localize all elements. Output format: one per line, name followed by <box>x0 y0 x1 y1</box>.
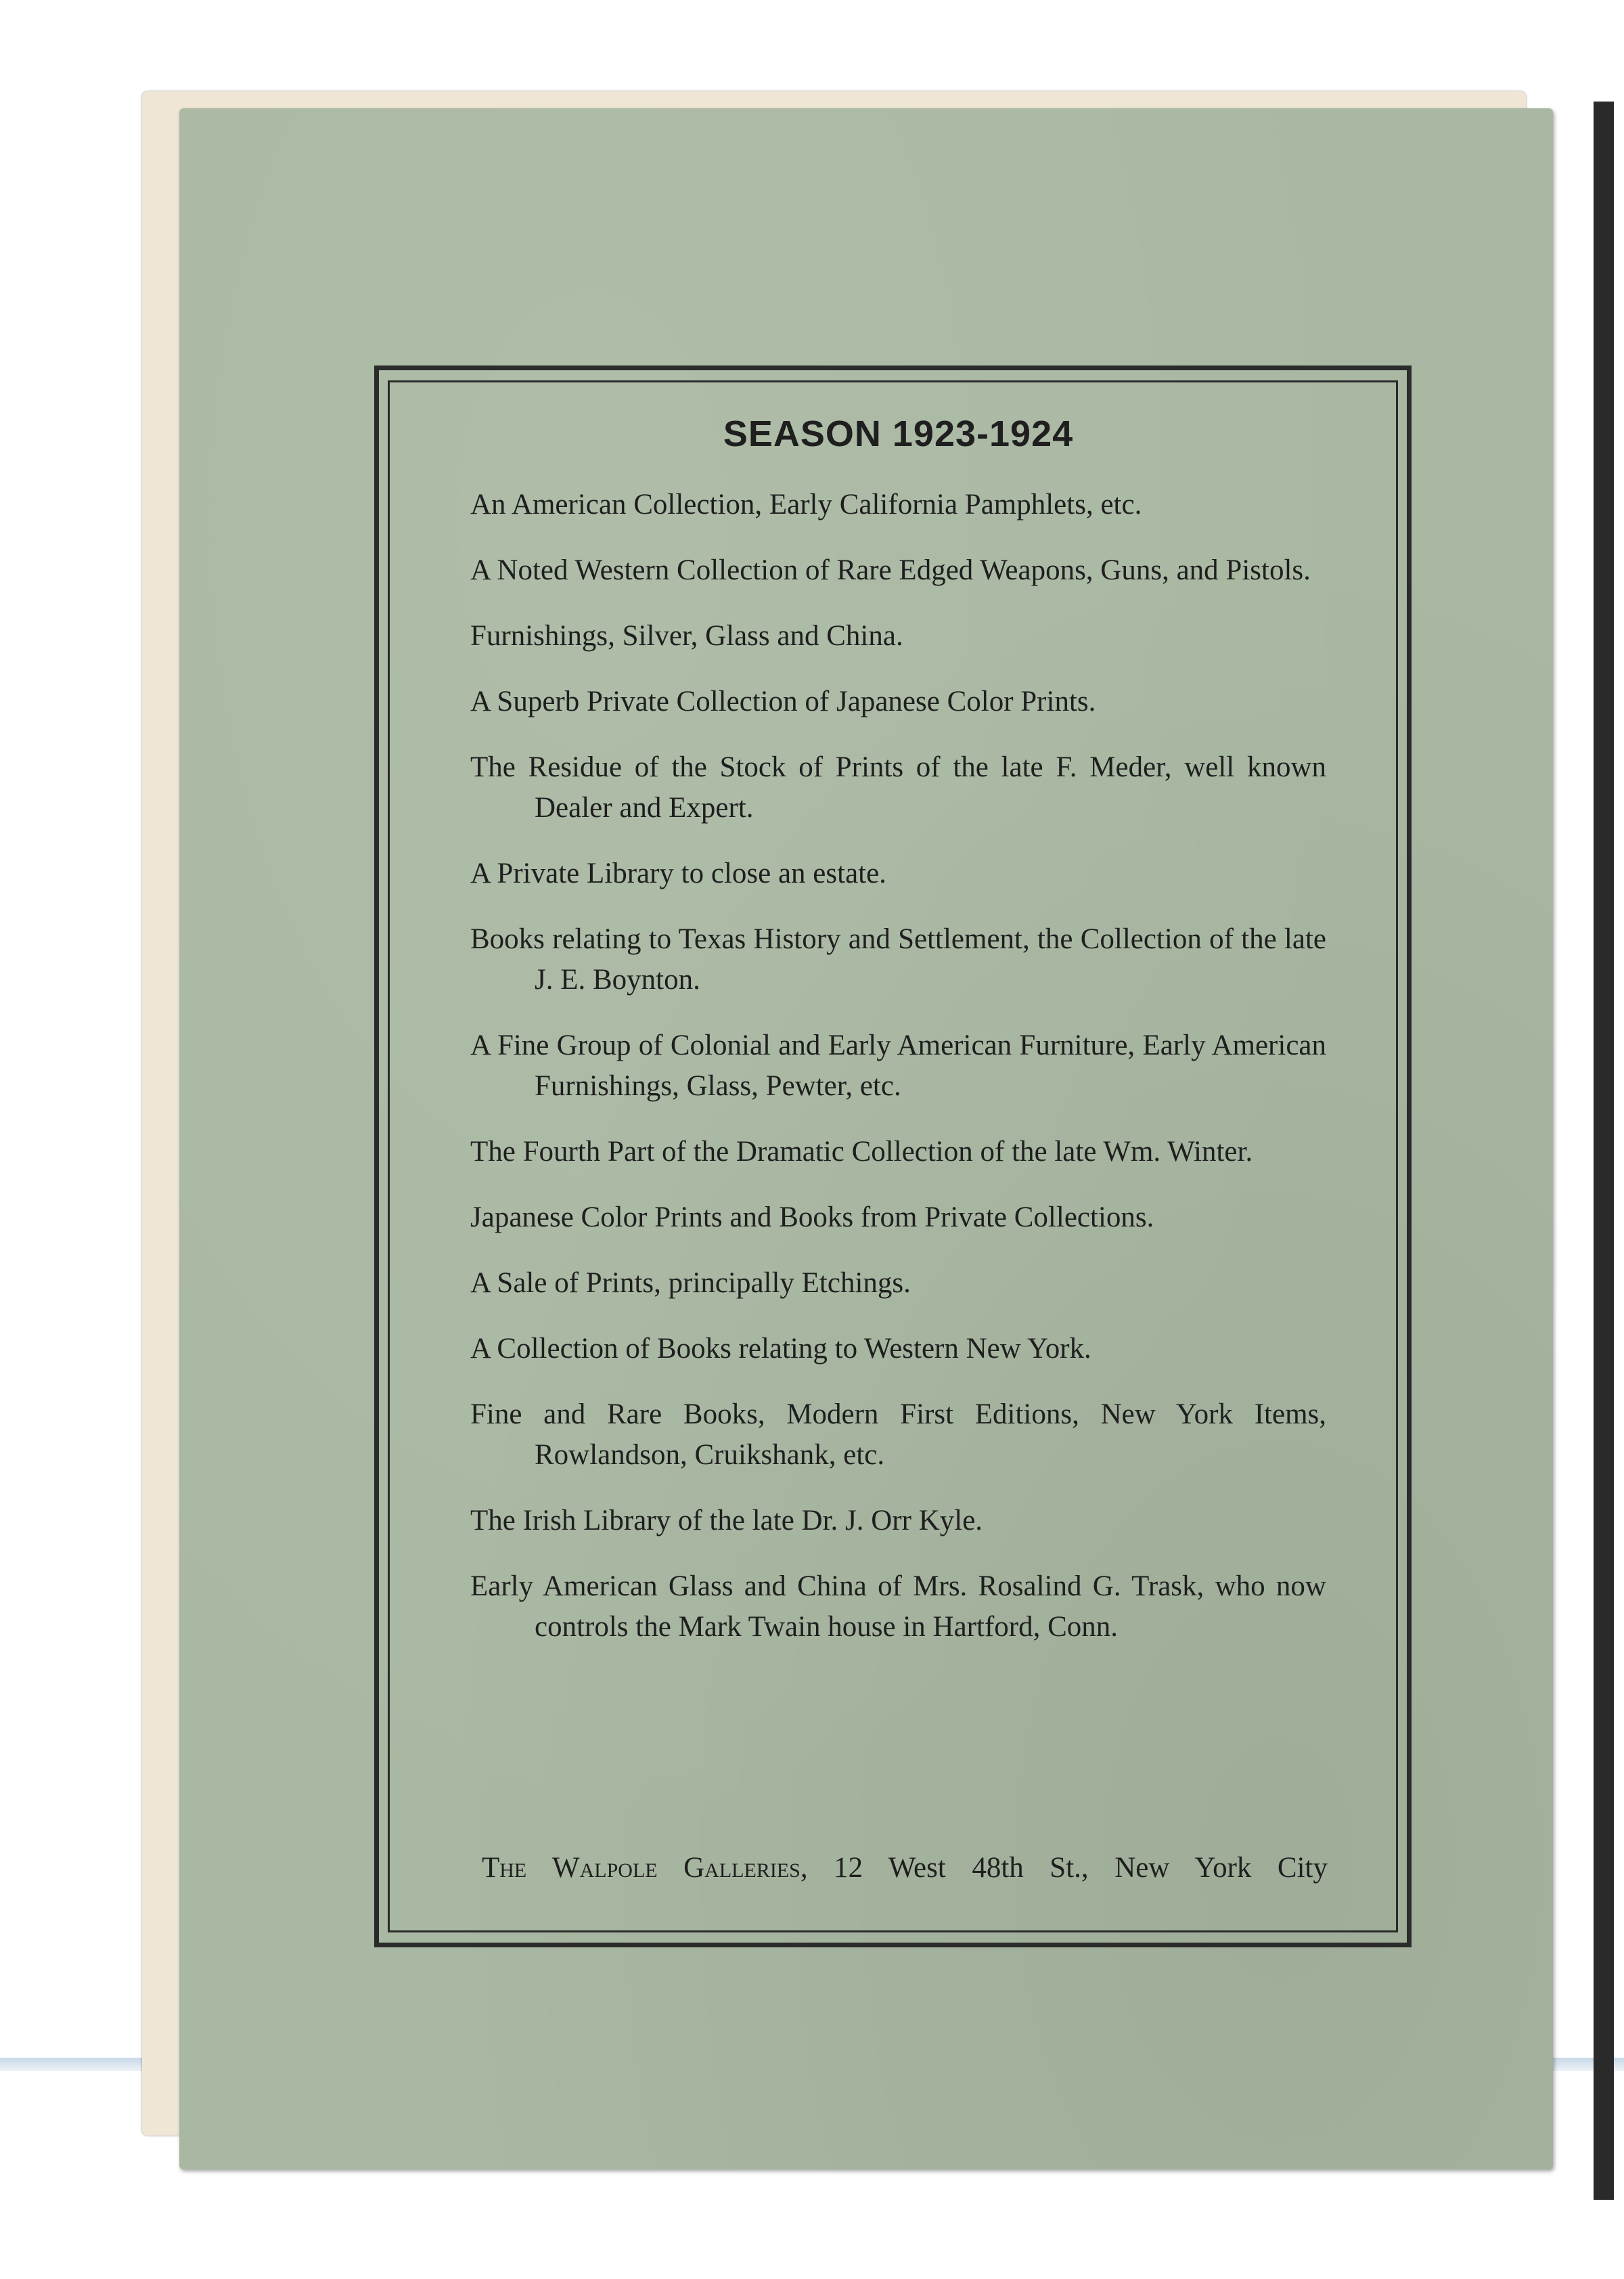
season-title: SEASON 1923-1924 <box>723 414 1074 454</box>
gallery-name: The Walpole Galleries, <box>482 1852 808 1884</box>
sale-list <box>470 413 1326 1673</box>
sale-entry: A Noted Western Collection of Rare Edged Weapons, Guns, and Pistols. <box>470 554 1311 586</box>
sale-entry: Furnishings, Silver, Glass and China. <box>470 620 903 652</box>
publisher-imprint <box>482 1851 1328 1884</box>
gallery-address: 12 West 48th St., New York City <box>834 1852 1328 1884</box>
sale-entry: A Collection of Books relating to Western New York. <box>470 1333 1091 1365</box>
sale-entry: A Superb Private Collection of Japanese Color Prints. <box>470 686 1096 717</box>
sale-entry: A Private Library to close an estate. <box>470 858 886 889</box>
sale-entry: Early American Glass and China of Mrs. Rosalind G. Trask, who now controls the Mark Twain house in Hartford, Conn. <box>470 1570 1326 1643</box>
sale-entry: The Fourth Part of the Dramatic Collection of the late Wm. Winter. <box>470 1136 1253 1168</box>
sale-entry: Japanese Color Prints and Books from Private Collections. <box>470 1201 1154 1233</box>
sale-entry: An American Collection, Early California Pamphlets, etc. <box>470 489 1142 521</box>
sale-entry: Fine and Rare Books, Modern First Editions, New York Items, Rowlandson, Cruikshank, etc. <box>470 1398 1326 1471</box>
scanner-edge <box>1594 102 1614 2200</box>
sale-entry: The Residue of the Stock of Prints of the late F. Meder, well known Dealer and Expert. <box>470 751 1326 824</box>
sale-entry: A Fine Group of Colonial and Early American Furniture, Early American Furnishings, Glass, Pewter, etc. <box>470 1030 1326 1102</box>
sale-entry: The Irish Library of the late Dr. J. Orr Kyle. <box>470 1505 983 1536</box>
sale-entry: A Sale of Prints, principally Etchings. <box>470 1267 911 1299</box>
sale-entry: Books relating to Texas History and Settlement, the Collection of the late J. E. Boynton. <box>470 923 1326 996</box>
